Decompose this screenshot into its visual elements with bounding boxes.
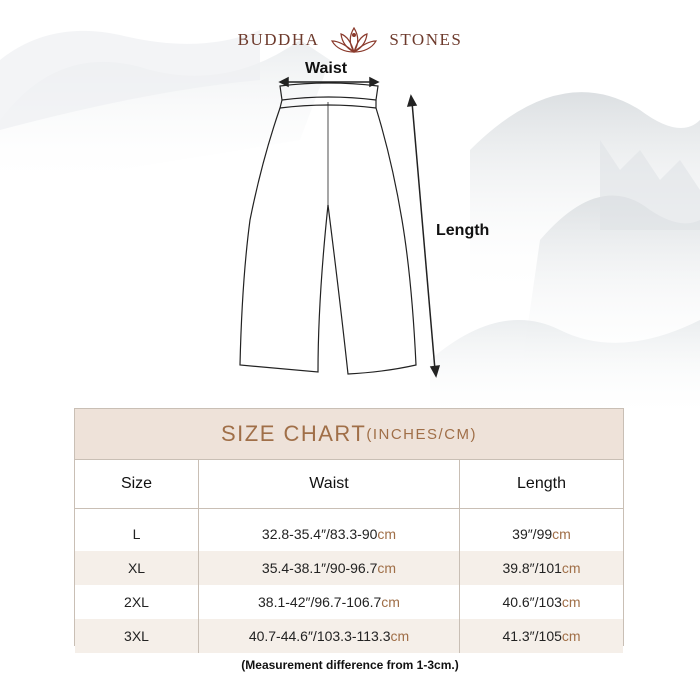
size-cell: XL xyxy=(75,551,199,585)
length-arrow xyxy=(408,96,439,376)
table-row xyxy=(75,551,623,585)
length-cell: 39″/99cm xyxy=(512,526,571,542)
size-chart-title-main: SIZE CHART xyxy=(220,421,367,446)
size-cell: 3XL xyxy=(75,619,199,653)
size-chart-title xyxy=(75,409,623,460)
length-label: Length xyxy=(436,222,490,239)
waist-cell: 35.4-38.1″/90-96.7cm xyxy=(199,551,460,585)
waist-cell: 40.7-44.6″/103.3-113.3cm xyxy=(199,619,460,653)
table-row xyxy=(75,619,623,653)
waist-cell: 38.1-42″/96.7-106.7cm xyxy=(199,585,460,619)
table-header-row xyxy=(75,460,623,509)
size-chart-title-sub: (INCHES/CM) xyxy=(366,425,478,443)
size-cell: 2XL xyxy=(75,585,199,619)
size-table xyxy=(75,460,623,653)
column-header-waist: Waist xyxy=(199,460,460,509)
waist-cell: 32.8-35.4″/83.3-90cm xyxy=(199,517,460,551)
column-header-length: Length xyxy=(460,460,624,509)
table-row xyxy=(75,585,623,619)
size-chart-table xyxy=(74,408,624,646)
left-leg-outline xyxy=(240,108,328,372)
brand-right-word: STONES xyxy=(389,30,463,49)
length-cell: 41.3″/105cm xyxy=(460,619,624,653)
waistband xyxy=(280,83,378,100)
right-leg-outline xyxy=(328,108,416,374)
column-header-size: Size xyxy=(75,460,199,509)
table-row xyxy=(75,517,623,551)
size-cell: L xyxy=(75,517,199,551)
waist-label: Waist xyxy=(305,60,348,77)
length-cell: 39.8″/101cm xyxy=(460,551,624,585)
measurement-note: (Measurement difference from 1-3cm.) xyxy=(241,658,459,672)
length-cell: 40.6″/103cm xyxy=(502,594,581,610)
brand-left-word: BUDDHA xyxy=(237,30,320,49)
